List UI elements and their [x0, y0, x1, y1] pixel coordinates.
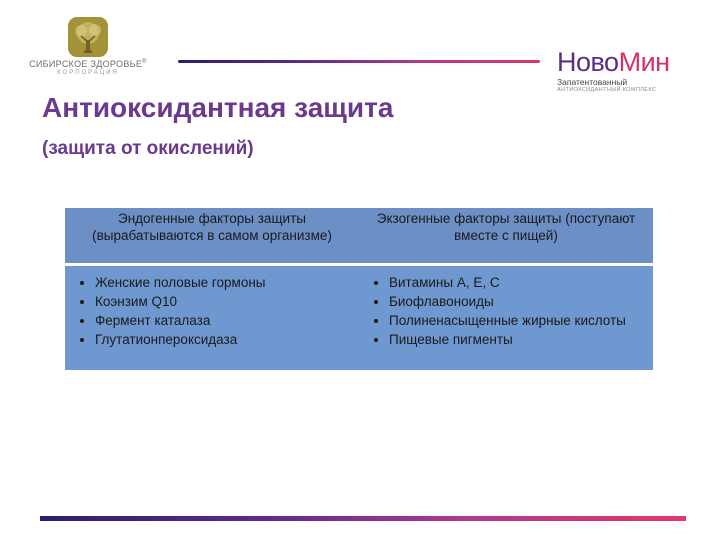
list-item: • Женские половые гормоны [95, 273, 351, 292]
novomin-wordmark: НовоМин [557, 47, 670, 77]
endogenous-list [73, 273, 351, 349]
exogenous-header: Экзогенные факторы защиты (поступают вместе с пищей) [359, 208, 653, 264]
slide-title: Антиоксидантная защита [42, 92, 394, 123]
list-item: • Коэнзим Q10 [95, 292, 351, 311]
endogenous-cell [65, 264, 359, 370]
factors-table [65, 208, 653, 370]
footer-divider [40, 516, 686, 521]
endogenous-header: Эндогенные факторы защиты (вырабатываются в самом организме) [65, 208, 359, 264]
slide-subtitle: (защита от окислений) [42, 138, 254, 159]
novomin-tagline-2: АНТИОКСИДАНТНЫЙ КОМПЛЕКС [557, 87, 657, 93]
table-body-row [65, 264, 653, 370]
list-item: • Фермент каталаза [95, 311, 351, 330]
list-item: • Витамины А, Е, С [389, 273, 645, 292]
table-header-row [65, 208, 653, 264]
list-item: • Глутатионпероксидаза [95, 330, 351, 349]
header-divider [178, 60, 540, 63]
brand-subtitle-left: КОРПОРАЦИЯ [57, 70, 119, 76]
novomin-logo [557, 48, 707, 93]
exogenous-list [367, 273, 645, 349]
exogenous-cell [359, 264, 653, 370]
brand-name-left: СИБИРСКОЕ ЗДОРОВЬЕ® [29, 59, 147, 69]
list-item: • Биофлавоноиды [389, 292, 645, 311]
list-item: • Пищевые пигменты [389, 330, 645, 349]
tree-logo-icon [67, 16, 109, 58]
novomin-tagline-1: Запатентованный [557, 77, 628, 87]
list-item: • Полиненасыщенные жирные кислоты [389, 311, 645, 330]
siberian-health-logo [18, 16, 158, 76]
